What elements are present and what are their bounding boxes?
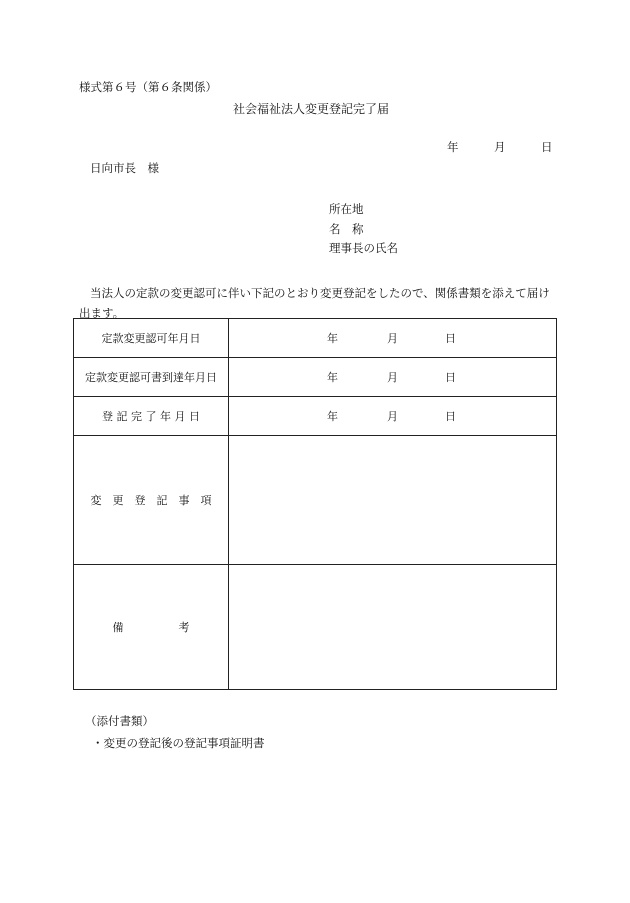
remarks-field[interactable]	[229, 565, 557, 690]
document-title: 社会福祉法人変更登記完了届	[233, 102, 390, 116]
month-label: 月	[387, 332, 398, 345]
approval-receipt-date-label: 定款変更認可書到達年月日	[74, 358, 229, 397]
applicant-address-label: 所在地	[329, 202, 364, 216]
day-label: 日	[445, 371, 456, 384]
attachments-title: （添付書類）	[85, 714, 154, 728]
registration-table	[73, 318, 557, 690]
articles-approval-date-label: 定款変更認可年月日	[74, 319, 229, 358]
registration-completion-date-field[interactable]	[229, 397, 557, 436]
submission-date	[447, 142, 553, 154]
date-year-label: 年	[447, 140, 459, 154]
attachments-item: ・変更の登記後の登記事項証明書	[92, 736, 265, 750]
date-day-label: 日	[541, 140, 553, 154]
change-items-label: 変 更 登 記 事 項	[74, 436, 229, 565]
registration-completion-date-label: 登 記 完 了 年 月 日	[74, 397, 229, 436]
year-label: 年	[327, 410, 338, 423]
applicant-name-label: 名 称	[329, 222, 364, 236]
applicant-representative-label: 理事長の氏名	[329, 241, 398, 255]
year-label: 年	[327, 332, 338, 345]
day-label: 日	[445, 332, 456, 345]
table-row	[74, 397, 557, 436]
form-number: 様式第６号（第６条関係）	[79, 80, 217, 94]
year-label: 年	[327, 371, 338, 384]
addressee: 日向市長 様	[90, 161, 159, 175]
table-row	[74, 565, 557, 690]
date-month-label: 月	[494, 140, 506, 154]
table-row	[74, 436, 557, 565]
table-row	[74, 319, 557, 358]
approval-receipt-date-field[interactable]	[229, 358, 557, 397]
table-row	[74, 358, 557, 397]
month-label: 月	[387, 371, 398, 384]
day-label: 日	[445, 410, 456, 423]
change-items-field[interactable]	[229, 436, 557, 565]
body-text: 当法人の定款の変更認可に伴い下記のとおり変更登記をしたので、関係書類を添えて届け出ます。	[79, 286, 550, 320]
remarks-label: 備 考	[74, 565, 229, 690]
month-label: 月	[387, 410, 398, 423]
articles-approval-date-field[interactable]	[229, 319, 557, 358]
